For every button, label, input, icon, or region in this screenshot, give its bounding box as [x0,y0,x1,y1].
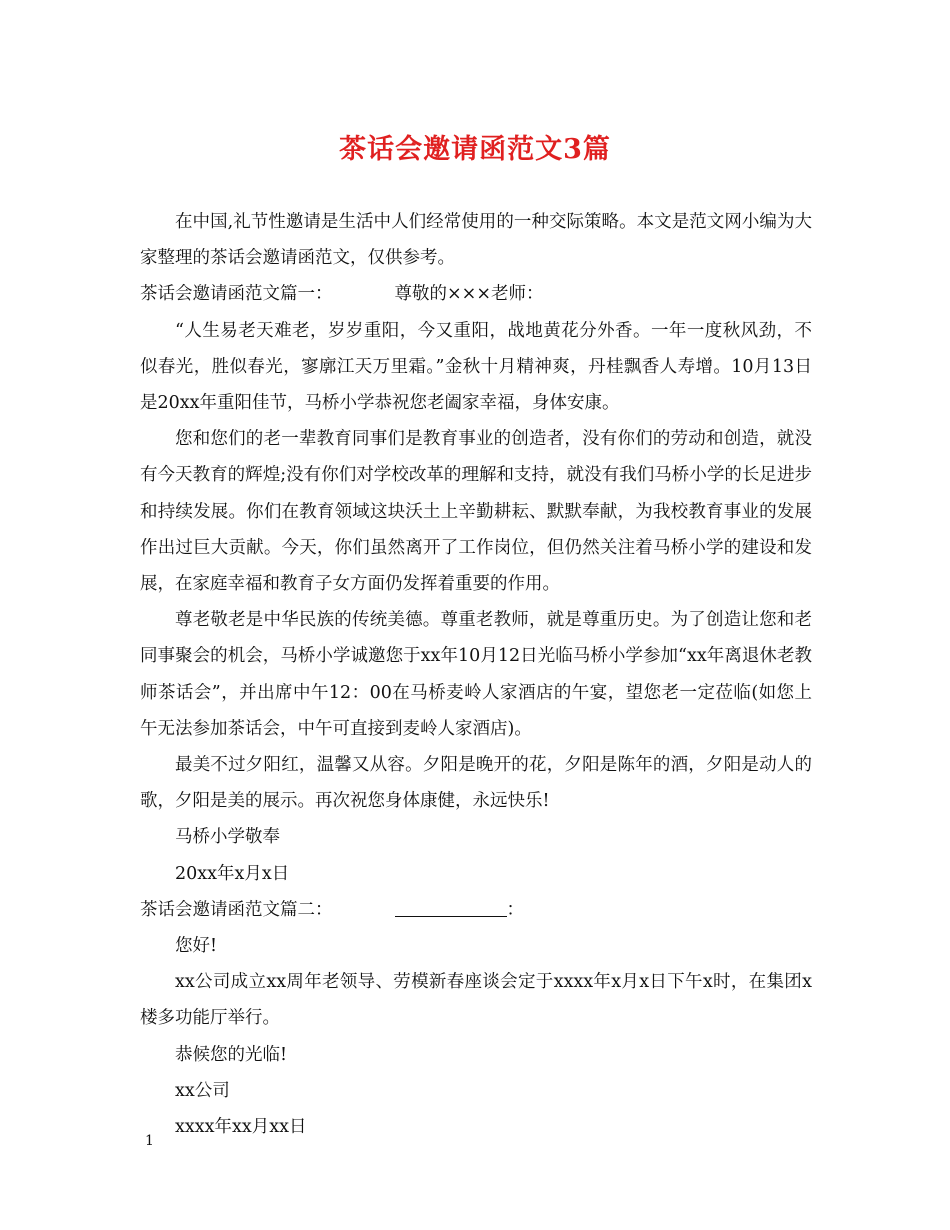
sample2-greeting: 您好! [175,936,218,957]
sample1-paragraph: 尊老敬老是中华民族的传统美德。尊重老教师，就是尊重历史。为了创造让您和老同事聚会的机会，马桥小学诚邀您于xx年10月12日光临马桥小学参加“xx年离退休老教师茶话会”，并出席中午12：00在马桥麦岭人家酒店的午宴，望您老一定莅临(如您上午无法参加茶话会，中午可直接到麦岭人家酒店)。 [140,610,812,739]
sample2-date: xxxx年xx月xx日 [175,1117,307,1138]
sample2-company: xx公司 [175,1080,230,1101]
sample2-heading-line [140,892,812,928]
page-number: 1 [145,1133,154,1149]
sample1-signature: 马桥小学敬奉 [175,827,280,848]
intro-paragraph: 在中国,礼节性邀请是生活中人们经常使用的一种交际策略。本文是范文网小编为大家整理的茶话会邀请函范文，仅供参考。 [140,212,812,269]
sample1-heading: 茶话会邀请函范文篇一： [140,284,333,305]
sample1-paragraph: 最美不过夕阳红，温馨又从容。夕阳是晚开的花，夕阳是陈年的酒，夕阳是动人的歌，夕阳是美的展示。再次祝您身体康健，永远快乐! [140,755,812,812]
document-title: 茶话会邀请函范文3篇 [339,134,611,165]
sample2-closing: 恭候您的光临! [175,1044,288,1065]
sample2-heading: 茶话会邀请函范文篇二： [140,899,333,920]
sample1-paragraph: 您和您们的老一辈教育同事们是教育事业的创造者，没有你们的劳动和创造，就没有今天教育的辉煌;没有你们对学校改革的理解和支持，就没有我们马桥小学的长足进步和持续发展。你们在教育领域这块沃土上辛勤耕耘、默默奉献，为我校教育事业的发展作出过巨大贡献。今天，你们虽然离开了工作岗位，但仍然关注着马桥小学的建设和发展，在家庭幸福和教育子女方面仍发挥着重要的作用。 [140,429,812,595]
sample1-salutation: 尊敬的×××老师： [394,284,544,305]
recipient-blank-line [395,898,507,917]
sample1-heading-line [140,276,812,312]
sample1-paragraph: “人生易老天难老，岁岁重阳，今又重阳，战地黄花分外香。一年一度秋风劲，不似春光，胜似春光，寥廓江天万里霜。”金秋十月精神爽，丹桂飘香人寿增。10月13日是20xx年重阳佳节，马桥小学恭祝您老阖家幸福，身体安康。 [140,320,812,414]
sample1-date: 20xx年x月x日 [175,863,290,884]
document-body [140,204,812,1145]
sample2-body: xx公司成立xx周年老领导、劳模新春座谈会定于xxxx年x月x日下午x时，在集团x楼多功能厅举行。 [140,972,812,1029]
sample2-blank-suffix: ： [506,899,524,920]
